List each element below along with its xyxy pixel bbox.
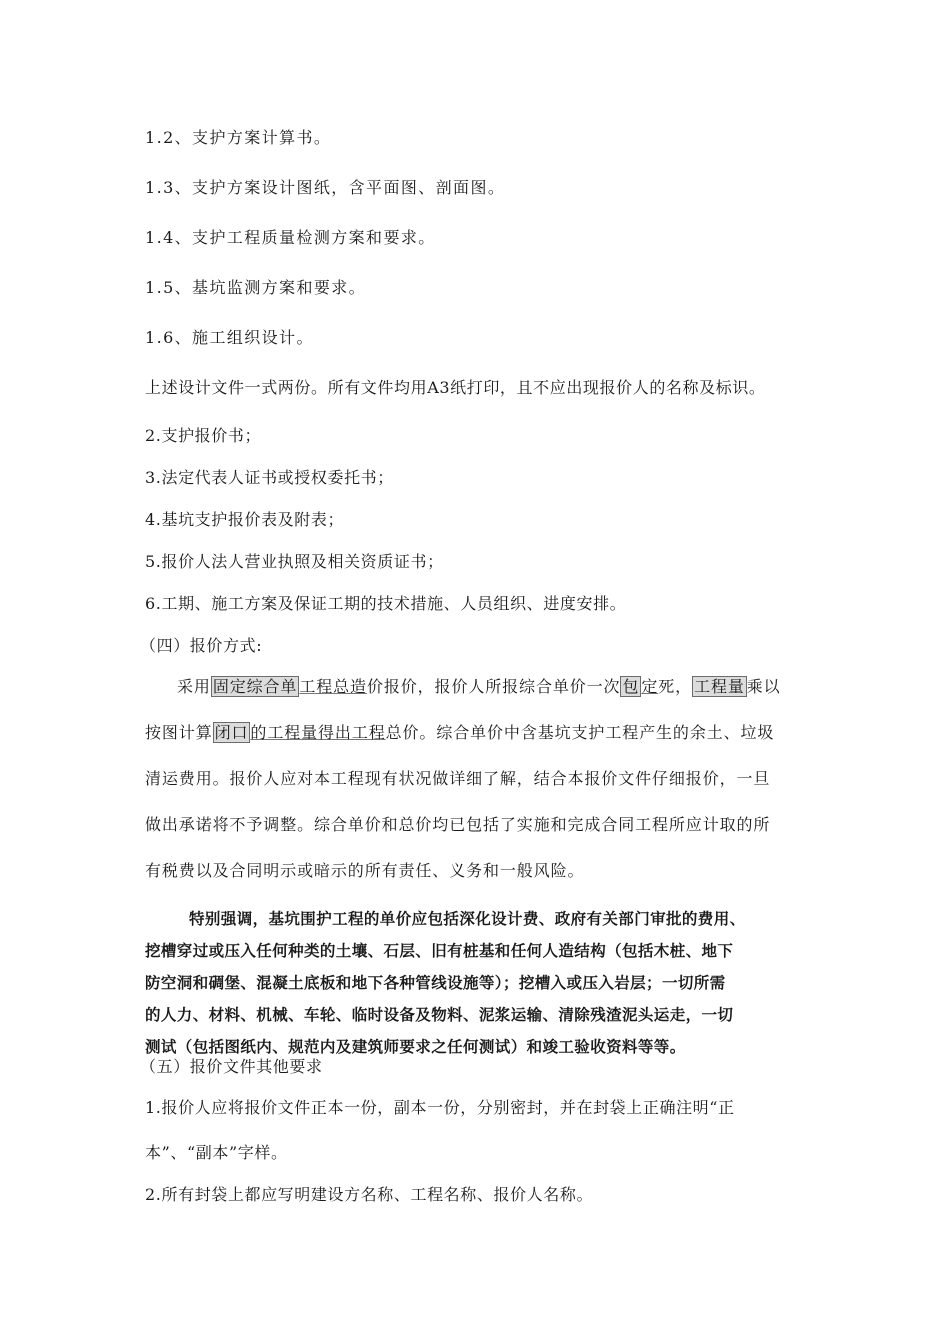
emphasis-paragraph [145,904,810,1064]
text-run: 采用 [177,677,211,696]
section-heading-5: （五）报价文件其他要求 [140,1057,323,1076]
paragraph-line [145,672,805,718]
paragraph-line: 挖槽穿过或压入任何种类的土壤、石层、旧有桩基和任何人造结构（包括木桩、地下 [145,942,734,960]
paragraph-line: 测试（包括图纸内、规范内及建筑师要求之任何测试）和竣工验收资料等等。 [145,1038,686,1056]
list-item: 1.4、支护工程质量检测方案和要求。 [145,228,436,247]
highlighted-term: 工程量 [694,677,745,696]
design-files-note: 上述设计文件一式两份。所有文件均用A3纸打印，且不应出现报价人的名称及标识。 [145,378,766,397]
highlighted-term: 固定综合单 [212,677,298,696]
underlined-term: 定 [641,677,659,696]
highlighted-term: 包 [622,677,640,696]
list-item: 1.报价人应将报价文件正本一份，副本一份，分别密封，并在封袋上正确注明“正 [145,1098,735,1117]
list-item: 1.5、基坑监测方案和要求。 [145,278,367,297]
list-item: 6.工期、施工方案及保证工期的技术措施、人员组织、进度安排。 [145,594,627,613]
list-item: 1.2、支护方案计算书。 [145,128,332,147]
underlined-term: 的工程量得出工程 [250,723,386,742]
list-item: 2.支护报价书； [145,426,262,445]
text-run: 死， [658,677,693,696]
quotation-method-paragraph [145,672,805,902]
paragraph-line: 的人力、材料、机械、车轮、临时设备及物料、泥浆运输、清除残渣泥头运走，一切 [145,1006,734,1024]
paragraph-line: 做出承诺将不予调整。综合单价和总价均已包括了实施和完成合同工程所应计取的所 [145,815,771,834]
list-item: 1.3、支护方案设计图纸，含平面图、剖面图。 [145,178,506,197]
text-run: 按图计算 [145,723,213,742]
text-run: 价报价，报价人所报综合单价一次 [366,677,621,696]
paragraph-line: 有税费以及合同明示或暗示的所有责任、义务和一般风险。 [145,861,585,880]
underlined-term: 工程总造 [299,677,367,696]
text-run: 总价。综合单价中含基坑支护工程产生的余土、垃圾 [385,723,775,742]
list-item: 5.报价人法人营业执照及相关资质证书； [145,552,444,571]
section-heading-4: （四）报价方式: [140,636,263,655]
list-item: 4.基坑支护报价表及附表； [145,510,345,529]
list-item-continuation: 本”、“副本”字样。 [145,1143,288,1162]
highlighted-term: 闭口 [214,723,249,742]
paragraph-line [145,718,805,764]
list-item: 2.所有封袋上都应写明建设方名称、工程名称、报价人名称。 [145,1185,594,1204]
paragraph-line: 清运费用。报价人应对本工程现有状况做详细了解，结合本报价文件仔细报价，一旦 [145,769,771,788]
list-item: 3.法定代表人证书或授权委托书； [145,468,394,487]
list-item: 1.6、施工组织设计。 [145,328,314,347]
paragraph-line: 特别强调，基坑围护工程的单价应包括深化设计费、政府有关部门审批的费用、 [189,910,746,928]
paragraph-line: 防空洞和碉堡、混凝土底板和地下各种管线设施等）；挖槽入或压入岩层；一切所需 [145,974,726,992]
text-run: 乘以 [746,677,781,696]
